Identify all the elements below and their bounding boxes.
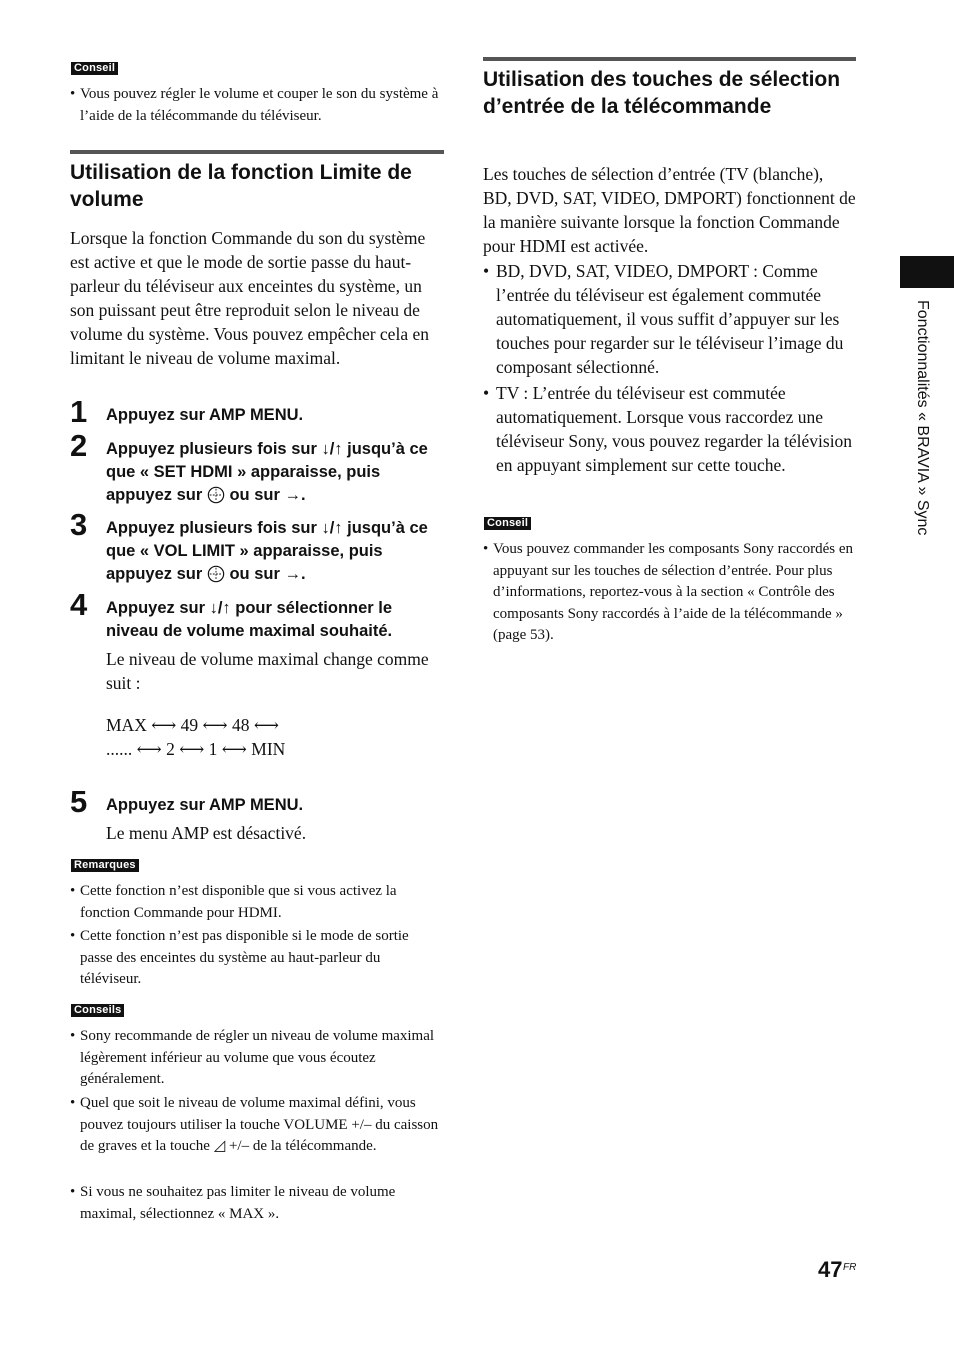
enter-button-icon [207, 486, 225, 504]
remarks-badge: Remarques [71, 859, 139, 872]
section-rule [70, 150, 444, 154]
remark-item: • Cette fonction n’est pas disponible si le mode de sortie passe des enceintes du système au haut-parleur du téléviseur. [70, 928, 409, 987]
page-number: 47 [818, 1257, 843, 1282]
enter-button-icon [207, 565, 225, 583]
volume-sequence-line-2: ...... ⟷ 2 ⟷ 1 ⟷ MIN [106, 739, 286, 759]
volume-sequence-line-1: MAX ⟷ 49 ⟷ 48 ⟷ [106, 715, 279, 735]
tip-item: • Quel que soit le niveau de volume maximal défini, vous pouvez toujours utiliser la touche VOLUME +/– du caisson de graves et la touche ◿ +/– de la télécommande. [70, 1095, 439, 1154]
tip-badge: Conseil [71, 62, 118, 75]
section-rule [483, 57, 856, 61]
section-title: Utilisation des touches de sélection d’entrée de la télécommande [483, 68, 841, 118]
page-language-suffix: FR [843, 1262, 857, 1273]
step-3-text: Appuyez plusieurs fois sur ↓/↑ jusqu’à ce que « VOL LIMIT » apparaisse, puis appuyez sur ou sur →. [106, 519, 428, 583]
tip-text: Vous pouvez régler le volume et couper le son du système à l’aide de la télécommande du téléviseur. [80, 86, 439, 124]
step-number: 3 [70, 507, 88, 542]
section-title: Utilisation de la fonction Limite de volume [70, 161, 412, 211]
tip-item: • Si vous ne souhaitez pas limiter le niveau de volume maximal, sélectionnez « MAX ». [70, 1184, 396, 1222]
section-intro: Les touches de sélection d’entrée (TV (blanche), BD, DVD, SAT, VIDEO, DMPORT) fonctionnent de la manière suivante lorsque la fonction Commande pour HDMI est activée. [483, 164, 856, 256]
chapter-label: Fonctionnalités « BRAVIA » Sync [914, 300, 931, 536]
tip-note: • Vous pouvez commander les composants Sony raccordés en appuyant sur les touches de sélection d’entrée. Pour plus d’informations, reportez-vous à la section « Contrôle des composants Sony raccordés à l’aide de la télécommande » (page 53). [483, 541, 854, 643]
step-2-text: Appuyez plusieurs fois sur ↓/↑ jusqu’à ce que « SET HDMI » apparaisse, puis appuyez sur ou sur →. [106, 440, 428, 504]
list-item: • TV : L’entrée du téléviseur est commutée automatiquement. Lorsque vous raccordez une téléviseur Sony, vous pouvez regarder la télévision en appuyant simplement sur cette touche. [483, 383, 853, 475]
step-5-body: Le menu AMP est désactivé. [106, 823, 307, 843]
step-4-body: Le niveau de volume maximal change comme suit : [106, 649, 429, 693]
step-number: 2 [70, 428, 88, 463]
remark-item: • Cette fonction n’est disponible que si vous activez la fonction Commande pour HDMI. [70, 883, 397, 921]
tip-item: • Sony recommande de régler un niveau de volume maximal légèrement inférieur au volume que vous écoutez généralement. [70, 1028, 435, 1087]
tips-badge: Conseils [71, 1004, 124, 1017]
chapter-tab [900, 256, 954, 288]
step-number: 1 [70, 394, 88, 429]
list-item: • BD, DVD, SAT, VIDEO, DMPORT : Comme l’entrée du téléviseur est également commutée automatiquement, il vous suffit d’appuyer sur les touches pour regarder sur le téléviseur l’image du composant sélectionné. [483, 261, 844, 377]
tip-note: • Vous pouvez régler le volume et couper le son du système à l’aide de la télécommande du téléviseur. [70, 84, 440, 127]
section-intro: Lorsque la fonction Commande du son du système est active et que le mode de sortie passe du haut-parleur du téléviseur aux enceintes du système, un son puissant peut être reproduit selon le niveau de volume du système. Vous pouvez empêcher cela en limitant le niveau de volume maximal. [70, 228, 429, 368]
tip-badge: Conseil [484, 517, 531, 530]
step-4-text: Appuyez sur ↓/↑ pour sélectionner le niveau de volume maximal souhaité. [106, 599, 393, 640]
step-number: 5 [70, 784, 88, 819]
step-1-text: Appuyez sur AMP MENU. [106, 406, 304, 424]
step-5-text: Appuyez sur AMP MENU. [106, 796, 304, 814]
step-number: 4 [70, 587, 88, 622]
